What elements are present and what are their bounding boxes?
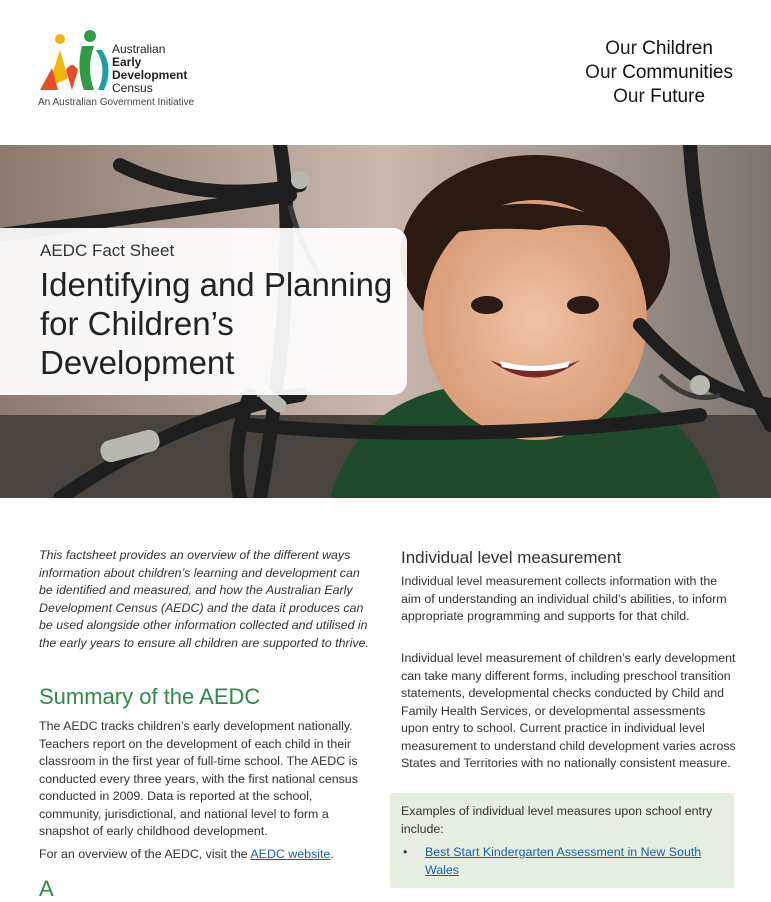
aedc-website-link[interactable]: AEDC website — [250, 847, 331, 861]
tagline-future: Future — [650, 86, 706, 107]
overview-prefix: For an overview of the AEDC, visit the — [39, 847, 251, 861]
individual-paragraph-1: Individual level measurement collects information with the aim of understanding an individual child’s abilities, to inform appropriate programming and supports for that child. — [401, 574, 727, 623]
tagline-children: Children — [642, 38, 713, 59]
logo-line-development: Development — [112, 68, 188, 82]
tagline-line-3 — [585, 85, 733, 109]
logo-line-early: Early — [112, 55, 142, 69]
examples-intro: Examples of individual level measures upon school entry include: — [401, 804, 713, 836]
tagline-our: Our — [605, 38, 643, 59]
tagline-communities: Communities — [622, 62, 733, 83]
tagline-line-1 — [585, 37, 733, 61]
tagline-our: Our — [585, 62, 623, 83]
example-link-best-start[interactable]: Best Start Kindergarten Assessment in New South Wales — [425, 845, 702, 877]
logo-line-census: Census — [112, 81, 153, 95]
summary-heading: Summary of the AEDC — [39, 684, 261, 709]
logo-line-australian: Australian — [112, 42, 166, 56]
overview-line — [39, 847, 334, 861]
individual-paragraph-2: Individual level measurement of children’s early development can take many different forms, including preschool transition statements, developmental checks conducted by Child and Family Health Services, or developmental assessments upon entry to school. Current practice in individual level measurement to understand child development varies across States and Territories with no nationally consistent measure. — [401, 651, 736, 770]
summary-paragraph: The AEDC tracks children’s early development nationally. Teachers report on the development of each child in their classroom in the first year of full-time school. The AEDC is conducted every three years, with the first national census conducted in 2009. Data is reported at the school, community, jurisdictional, and national level to form a snapshot of early childhood development. — [39, 719, 358, 838]
tagline-our: Our — [613, 86, 651, 107]
logo-wordmark — [112, 43, 187, 95]
fact-sheet-label: AEDC Fact Sheet — [40, 241, 175, 260]
logo-subtitle: An Australian Government Initiative — [38, 97, 195, 108]
examples-box — [390, 793, 734, 888]
tagline — [585, 37, 733, 109]
next-section-heading: A — [39, 876, 54, 901]
intro-paragraph: This factsheet provides an overview of the different ways information about children’s learning and development can be identified and measured, and how the Australian Early Development Census (AEDC) and the data it produces can be used alongside other information collected and utilised in the early years to ensure all children are supported to thrive. — [39, 548, 369, 650]
aedc-logo — [38, 28, 208, 114]
aedc-figures-icon — [38, 28, 110, 96]
bullet-icon: • — [403, 845, 408, 859]
page-title: Identifying and Planning for Children’s Development — [40, 266, 393, 381]
tagline-line-2 — [585, 61, 733, 85]
overview-suffix: . — [330, 847, 334, 861]
individual-heading: Individual level measurement — [401, 548, 622, 567]
